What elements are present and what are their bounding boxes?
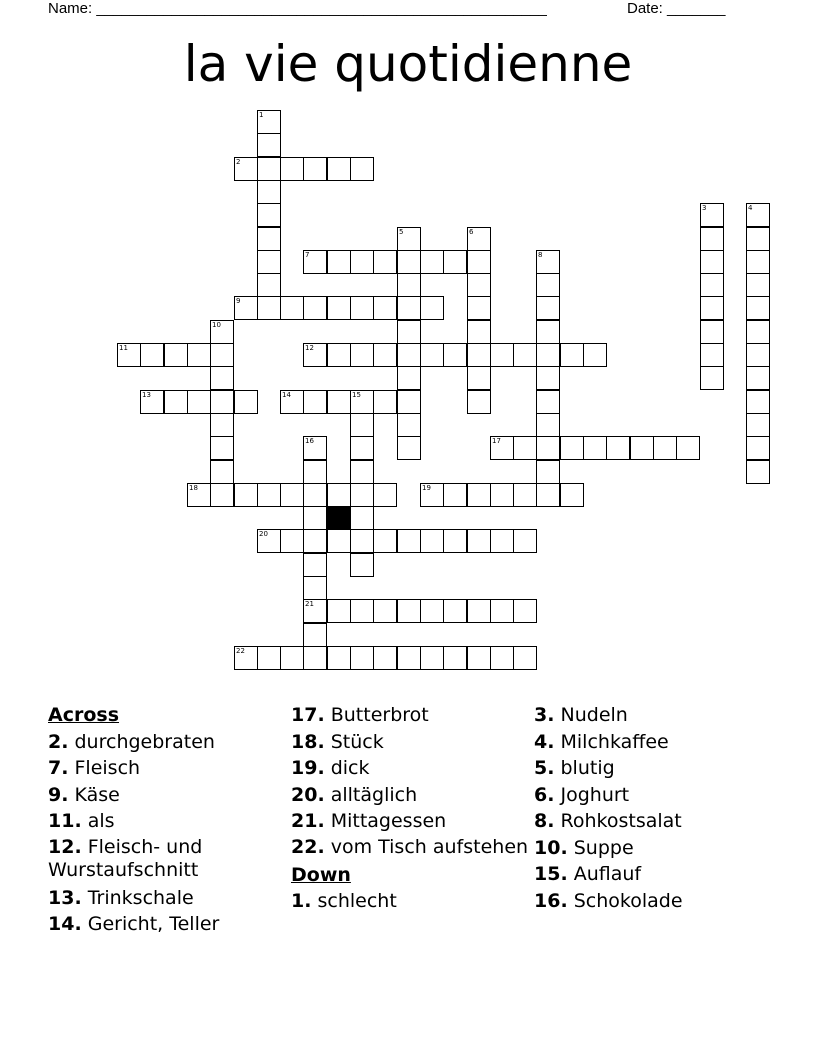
clue-text: durchgebraten: [74, 730, 215, 753]
clue-text: alltäglich: [330, 783, 418, 806]
cell-number: 6: [469, 228, 474, 236]
clue-number: 3.: [534, 704, 555, 726]
grid-cell[interactable]: [187, 343, 211, 367]
grid-cell[interactable]: [350, 390, 374, 414]
grid-cell[interactable]: [443, 343, 467, 367]
clue-text: blutig: [560, 757, 615, 779]
grid-cell[interactable]: [420, 343, 444, 367]
cell-number: 21: [305, 600, 314, 608]
grid-cell[interactable]: [280, 296, 304, 320]
grid-cell[interactable]: [327, 390, 351, 414]
clue-number: 2.: [48, 730, 69, 753]
grid-cell[interactable]: [327, 157, 351, 181]
clue-number: 15.: [534, 863, 568, 885]
clue-text: Milchkaffee: [560, 730, 669, 753]
grid-cell[interactable]: [257, 157, 281, 181]
grid-cell[interactable]: [560, 483, 584, 507]
grid-cell[interactable]: [327, 483, 351, 507]
cell-number: 18: [189, 484, 198, 492]
clue-number: 16.: [534, 889, 568, 912]
grid-cell[interactable]: [303, 157, 327, 181]
grid-cell[interactable]: [397, 646, 421, 670]
grid-cell[interactable]: [164, 390, 188, 414]
clue-text: Schokolade: [573, 889, 683, 912]
across-clue: [48, 782, 288, 809]
cell-number: 12: [305, 344, 314, 352]
grid-block: [327, 506, 351, 530]
cell-number: 17: [492, 437, 501, 445]
grid-cell[interactable]: [373, 296, 397, 320]
grid-cell[interactable]: [420, 483, 444, 507]
grid-cell[interactable]: [746, 390, 770, 414]
grid-cell[interactable]: [257, 273, 281, 297]
grid-cell[interactable]: [303, 529, 327, 553]
grid-cell[interactable]: [257, 203, 281, 227]
grid-cell[interactable]: [350, 343, 374, 367]
grid-cell[interactable]: [420, 599, 444, 623]
across-clue: [48, 836, 288, 882]
grid-cell[interactable]: [653, 436, 677, 460]
clue-text: Fleisch- und Wurstaufschnitt: [48, 835, 203, 881]
grid-cell[interactable]: [700, 203, 724, 227]
grid-cell[interactable]: [397, 343, 421, 367]
clue-text: Butterbrot: [330, 704, 429, 726]
grid-cell[interactable]: [746, 203, 770, 227]
clue-number: 10.: [534, 836, 568, 859]
grid-cell[interactable]: [257, 250, 281, 274]
grid-cell[interactable]: [350, 506, 374, 530]
grid-cell[interactable]: [467, 390, 491, 414]
grid-cell[interactable]: [140, 390, 164, 414]
across-clue: [291, 808, 531, 835]
grid-cell[interactable]: [536, 413, 560, 437]
grid-cell[interactable]: [210, 483, 234, 507]
grid-cell[interactable]: [420, 529, 444, 553]
grid-cell[interactable]: [397, 390, 421, 414]
clue-number: 11.: [48, 810, 82, 832]
grid-cell[interactable]: [700, 227, 724, 251]
grid-cell[interactable]: [350, 157, 374, 181]
grid-cell[interactable]: [257, 483, 281, 507]
grid-cell[interactable]: [303, 343, 327, 367]
grid-cell[interactable]: [443, 483, 467, 507]
grid-cell[interactable]: [350, 529, 374, 553]
grid-cell[interactable]: [467, 529, 491, 553]
grid-cell[interactable]: [257, 180, 281, 204]
grid-cell[interactable]: [700, 366, 724, 390]
down-clue: [291, 888, 531, 915]
down-clue: [534, 782, 794, 809]
clue-number: 9.: [48, 783, 69, 806]
grid-cell[interactable]: [513, 343, 537, 367]
grid-cell[interactable]: [210, 436, 234, 460]
cell-number: 3: [702, 204, 707, 212]
grid-cell[interactable]: [303, 623, 327, 647]
grid-cell[interactable]: [536, 436, 560, 460]
clue-number: 14.: [48, 913, 82, 935]
grid-cell[interactable]: [490, 646, 514, 670]
name-field[interactable]: Name: ______________________________________________________: [48, 0, 547, 17]
grid-cell[interactable]: [350, 599, 374, 623]
grid-cell[interactable]: [327, 599, 351, 623]
grid-cell[interactable]: [303, 506, 327, 530]
clue-text: als: [87, 810, 115, 832]
grid-cell[interactable]: [467, 320, 491, 344]
grid-cell[interactable]: [397, 436, 421, 460]
grid-cell[interactable]: [746, 320, 770, 344]
cell-number: 1: [259, 111, 264, 119]
clue-number: 8.: [534, 810, 555, 832]
grid-cell[interactable]: [327, 343, 351, 367]
grid-cell[interactable]: [303, 250, 327, 274]
cell-number: 8: [538, 251, 543, 259]
grid-cell[interactable]: [746, 227, 770, 251]
grid-cell[interactable]: [280, 157, 304, 181]
grid-cell[interactable]: [280, 646, 304, 670]
grid-cell[interactable]: [700, 250, 724, 274]
grid-cell[interactable]: [280, 529, 304, 553]
grid-cell[interactable]: [373, 646, 397, 670]
clue-number: 17.: [291, 704, 325, 726]
grid-cell[interactable]: [117, 343, 141, 367]
grid-cell[interactable]: [257, 227, 281, 251]
cell-number: 20: [259, 530, 268, 538]
clue-text: Rohkostsalat: [560, 810, 682, 832]
grid-cell[interactable]: [327, 296, 351, 320]
grid-cell[interactable]: [700, 296, 724, 320]
grid-cell[interactable]: [606, 436, 630, 460]
grid-cell[interactable]: [560, 436, 584, 460]
grid-cell[interactable]: [746, 250, 770, 274]
grid-cell[interactable]: [513, 529, 537, 553]
clue-text: Trinkschale: [87, 886, 194, 909]
down-heading: Down: [291, 863, 351, 886]
grid-cell[interactable]: [303, 553, 327, 577]
grid-cell[interactable]: [257, 296, 281, 320]
grid-cell[interactable]: [536, 320, 560, 344]
clue-number: 19.: [291, 757, 325, 779]
grid-cell[interactable]: [350, 646, 374, 670]
down-clue: [534, 729, 794, 756]
grid-cell[interactable]: [327, 646, 351, 670]
grid-cell[interactable]: [536, 366, 560, 390]
grid-cell[interactable]: [164, 343, 188, 367]
grid-cell[interactable]: [280, 390, 304, 414]
grid-cell[interactable]: [420, 296, 444, 320]
grid-cell[interactable]: [700, 320, 724, 344]
clue-number: 18.: [291, 730, 325, 753]
grid-cell[interactable]: [350, 296, 374, 320]
grid-cell[interactable]: [350, 553, 374, 577]
grid-cell[interactable]: [350, 483, 374, 507]
cell-number: 5: [399, 228, 404, 236]
cell-number: 7: [305, 251, 310, 259]
grid-cell[interactable]: [234, 296, 258, 320]
grid-cell[interactable]: [303, 646, 327, 670]
grid-cell[interactable]: [327, 250, 351, 274]
clue-text: Auflauf: [573, 863, 642, 885]
grid-cell[interactable]: [350, 460, 374, 484]
grid-cell[interactable]: [397, 529, 421, 553]
cell-number: 2: [236, 158, 241, 166]
grid-cell[interactable]: [210, 366, 234, 390]
grid-cell[interactable]: [467, 296, 491, 320]
grid-cell[interactable]: [467, 366, 491, 390]
clue-number: 7.: [48, 757, 69, 779]
cell-number: 19: [422, 484, 431, 492]
cell-number: 11: [119, 344, 128, 352]
grid-cell[interactable]: [700, 343, 724, 367]
down-clue: [534, 702, 794, 729]
grid-cell[interactable]: [373, 390, 397, 414]
grid-cell[interactable]: [280, 483, 304, 507]
grid-cell[interactable]: [467, 250, 491, 274]
clue-number: 1.: [291, 890, 312, 912]
grid-cell[interactable]: [513, 436, 537, 460]
clue-text: vom Tisch aufstehen: [330, 835, 529, 858]
across-clue: [48, 885, 288, 912]
clue-number: 6.: [534, 783, 555, 806]
grid-cell[interactable]: [397, 413, 421, 437]
grid-cell[interactable]: [513, 483, 537, 507]
grid-cell[interactable]: [513, 646, 537, 670]
down-clue: [534, 835, 794, 862]
grid-cell[interactable]: [536, 390, 560, 414]
grid-cell[interactable]: [630, 436, 654, 460]
date-field[interactable]: Date: _______: [627, 0, 726, 17]
grid-cell[interactable]: [443, 599, 467, 623]
grid-cell[interactable]: [210, 413, 234, 437]
clue-text: Joghurt: [560, 783, 630, 806]
clue-column-1: [48, 702, 288, 938]
grid-cell[interactable]: [350, 250, 374, 274]
across-clue: [48, 911, 288, 938]
grid-cell[interactable]: [746, 273, 770, 297]
clue-number: 12.: [48, 835, 82, 858]
clue-number: 13.: [48, 886, 82, 909]
grid-cell[interactable]: [467, 483, 491, 507]
grid-cell[interactable]: [536, 250, 560, 274]
cell-number: 16: [305, 437, 314, 445]
across-clue: [291, 836, 531, 859]
grid-cell[interactable]: [536, 296, 560, 320]
grid-cell[interactable]: [350, 413, 374, 437]
grid-cell[interactable]: [513, 599, 537, 623]
grid-cell[interactable]: [257, 646, 281, 670]
grid-cell[interactable]: [397, 320, 421, 344]
grid-cell[interactable]: [373, 599, 397, 623]
grid-cell[interactable]: [303, 390, 327, 414]
grid-cell[interactable]: [467, 343, 491, 367]
grid-cell[interactable]: [746, 460, 770, 484]
grid-cell[interactable]: [443, 646, 467, 670]
grid-cell[interactable]: [140, 343, 164, 367]
grid-cell[interactable]: [420, 250, 444, 274]
clue-column-2: [291, 702, 531, 915]
grid-cell[interactable]: [467, 227, 491, 251]
grid-cell[interactable]: [443, 250, 467, 274]
grid-cell[interactable]: [746, 366, 770, 390]
grid-cell[interactable]: [536, 483, 560, 507]
grid-cell[interactable]: [234, 157, 258, 181]
grid-cell[interactable]: [536, 273, 560, 297]
grid-cell[interactable]: [327, 529, 351, 553]
across-clue: [48, 808, 288, 835]
grid-cell[interactable]: [467, 646, 491, 670]
grid-cell[interactable]: [746, 413, 770, 437]
grid-cell[interactable]: [397, 599, 421, 623]
cell-number: 4: [748, 204, 753, 212]
grid-cell[interactable]: [490, 599, 514, 623]
grid-cell[interactable]: [187, 390, 211, 414]
grid-cell[interactable]: [373, 250, 397, 274]
grid-cell[interactable]: [397, 273, 421, 297]
grid-cell[interactable]: [490, 529, 514, 553]
grid-cell[interactable]: [397, 296, 421, 320]
across-heading: Across: [48, 704, 120, 726]
cell-number: 15: [352, 391, 361, 399]
grid-cell[interactable]: [490, 436, 514, 460]
grid-cell[interactable]: [210, 460, 234, 484]
grid-cell[interactable]: [676, 436, 700, 460]
cell-number: 22: [236, 647, 245, 655]
grid-cell[interactable]: [373, 343, 397, 367]
grid-cell[interactable]: [583, 436, 607, 460]
down-clue: [534, 888, 794, 915]
grid-cell[interactable]: [536, 460, 560, 484]
across-clue: [48, 755, 288, 782]
grid-cell[interactable]: [467, 599, 491, 623]
grid-cell[interactable]: [373, 529, 397, 553]
across-clue: [48, 729, 288, 756]
down-clue: [534, 755, 794, 782]
grid-cell[interactable]: [303, 296, 327, 320]
grid-cell[interactable]: [746, 436, 770, 460]
grid-cell[interactable]: [303, 436, 327, 460]
clue-number: 4.: [534, 730, 555, 753]
cell-number: 10: [212, 321, 221, 329]
grid-cell[interactable]: [257, 133, 281, 157]
grid-cell[interactable]: [490, 343, 514, 367]
grid-cell[interactable]: [234, 483, 258, 507]
grid-cell[interactable]: [746, 296, 770, 320]
grid-cell[interactable]: [350, 436, 374, 460]
clue-text: Suppe: [573, 836, 634, 859]
grid-cell[interactable]: [397, 227, 421, 251]
cell-number: 13: [142, 391, 151, 399]
down-clue: [534, 808, 794, 835]
cell-number: 9: [236, 297, 241, 305]
across-clue: [291, 702, 531, 729]
clue-text: Fleisch: [74, 757, 141, 779]
page-title: la vie quotidienne: [183, 35, 633, 93]
grid-cell[interactable]: [257, 110, 281, 134]
grid-cell[interactable]: [303, 483, 327, 507]
grid-cell[interactable]: [397, 250, 421, 274]
clue-number: 21.: [291, 810, 325, 832]
grid-cell[interactable]: [443, 529, 467, 553]
clue-number: 20.: [291, 783, 325, 806]
down-clue: [534, 861, 794, 888]
across-clue: [291, 729, 531, 756]
clue-text: Stück: [330, 730, 384, 753]
clue-number: 5.: [534, 757, 555, 779]
grid-cell[interactable]: [583, 343, 607, 367]
clue-column-3: [534, 702, 794, 914]
grid-cell[interactable]: [210, 320, 234, 344]
grid-cell[interactable]: [700, 273, 724, 297]
clue-text: dick: [330, 757, 370, 779]
clue-text: Mittagessen: [330, 810, 447, 832]
grid-cell[interactable]: [257, 529, 281, 553]
clue-text: Käse: [74, 783, 120, 806]
grid-cell[interactable]: [210, 343, 234, 367]
grid-cell[interactable]: [303, 576, 327, 600]
grid-cell[interactable]: [210, 390, 234, 414]
across-clue: [291, 782, 531, 809]
clue-text: Gericht, Teller: [87, 913, 220, 935]
grid-cell[interactable]: [234, 390, 258, 414]
grid-cell[interactable]: [234, 646, 258, 670]
grid-cell[interactable]: [746, 343, 770, 367]
grid-cell[interactable]: [397, 366, 421, 390]
clue-number: 22.: [291, 835, 325, 858]
grid-cell[interactable]: [536, 343, 560, 367]
clue-text: Nudeln: [560, 704, 628, 726]
cell-number: 14: [282, 391, 291, 399]
grid-cell[interactable]: [420, 646, 444, 670]
grid-cell[interactable]: [560, 343, 584, 367]
across-clue: [291, 755, 531, 782]
grid-cell[interactable]: [490, 483, 514, 507]
clue-text: schlecht: [317, 890, 397, 912]
grid-cell[interactable]: [303, 599, 327, 623]
grid-cell[interactable]: [373, 483, 397, 507]
grid-cell[interactable]: [467, 273, 491, 297]
grid-cell[interactable]: [303, 460, 327, 484]
grid-cell[interactable]: [187, 483, 211, 507]
